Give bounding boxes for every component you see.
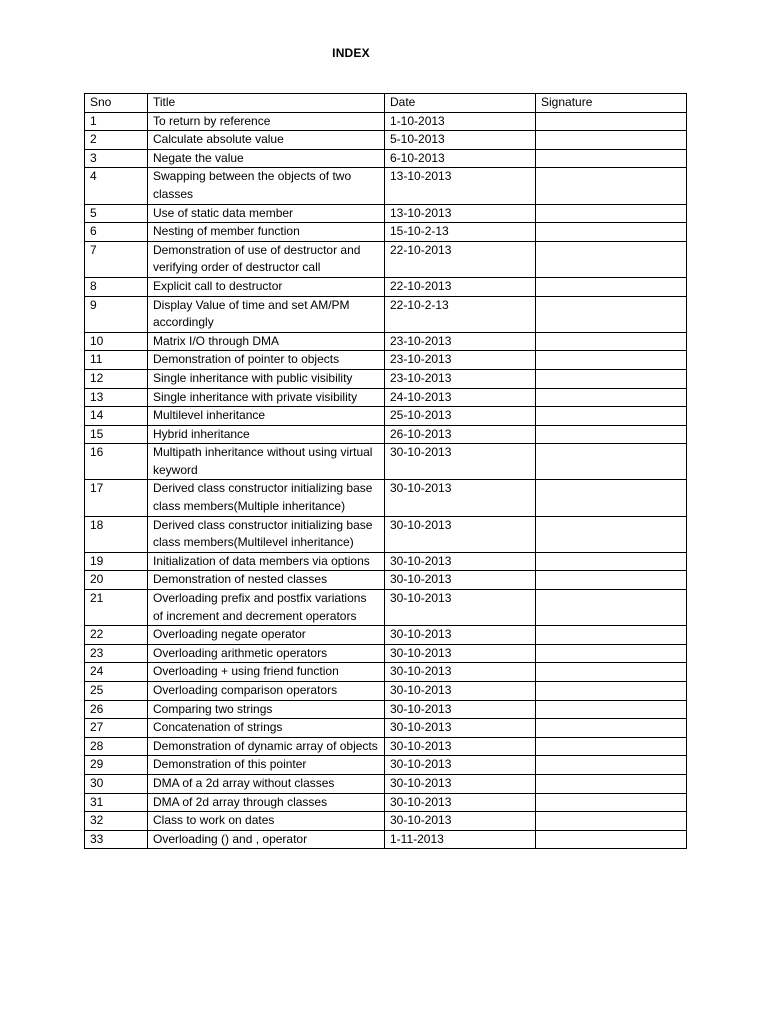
signature-cell [536, 296, 687, 332]
sno-cell: 8 [85, 277, 148, 296]
signature-cell [536, 480, 687, 516]
table-row [85, 571, 687, 590]
signature-cell [536, 223, 687, 242]
date-cell: 30-10-2013 [385, 682, 536, 701]
signature-cell [536, 830, 687, 849]
title-cell: Overloading arithmetic operators [148, 644, 385, 663]
sno-cell: 27 [85, 719, 148, 738]
title-cell: Matrix I/O through DMA [148, 332, 385, 351]
signature-cell [536, 552, 687, 571]
date-cell: 30-10-2013 [385, 663, 536, 682]
signature-cell [536, 369, 687, 388]
title-cell: Swapping between the objects of two classes [148, 168, 385, 204]
date-cell: 25-10-2013 [385, 407, 536, 426]
table-row [85, 719, 687, 738]
sno-cell: 7 [85, 241, 148, 277]
title-cell: Display Value of time and set AM/PM accordingly [148, 296, 385, 332]
sno-cell: 1 [85, 112, 148, 131]
table-row [85, 663, 687, 682]
signature-cell [536, 774, 687, 793]
signature-cell [536, 168, 687, 204]
sno-cell: 11 [85, 351, 148, 370]
signature-cell [536, 204, 687, 223]
title-cell: DMA of a 2d array without classes [148, 774, 385, 793]
signature-cell [536, 131, 687, 150]
date-cell: 23-10-2013 [385, 369, 536, 388]
column-header-signature: Signature [536, 94, 687, 113]
title-cell: Use of static data member [148, 204, 385, 223]
table-row [85, 168, 687, 204]
signature-cell [536, 590, 687, 626]
table-row [85, 793, 687, 812]
signature-cell [536, 700, 687, 719]
table-row [85, 552, 687, 571]
table-row [85, 812, 687, 831]
signature-cell [536, 149, 687, 168]
date-cell: 22-10-2-13 [385, 296, 536, 332]
table-row [85, 332, 687, 351]
table-row [85, 241, 687, 277]
signature-cell [536, 663, 687, 682]
sno-cell: 29 [85, 756, 148, 775]
title-cell: Hybrid inheritance [148, 425, 385, 444]
table-row [85, 626, 687, 645]
title-cell: Single inheritance with public visibility [148, 369, 385, 388]
table-row [85, 700, 687, 719]
title-cell: Overloading negate operator [148, 626, 385, 645]
table-row [85, 204, 687, 223]
date-cell: 23-10-2013 [385, 332, 536, 351]
table-row [85, 682, 687, 701]
title-cell: Single inheritance with private visibility [148, 388, 385, 407]
sno-cell: 26 [85, 700, 148, 719]
title-cell: Explicit call to destructor [148, 277, 385, 296]
title-cell: Comparing two strings [148, 700, 385, 719]
signature-cell [536, 682, 687, 701]
signature-cell [536, 388, 687, 407]
date-cell: 30-10-2013 [385, 812, 536, 831]
sno-cell: 22 [85, 626, 148, 645]
signature-cell [536, 756, 687, 775]
sno-cell: 20 [85, 571, 148, 590]
table-row [85, 774, 687, 793]
signature-cell [536, 737, 687, 756]
title-cell: Negate the value [148, 149, 385, 168]
title-cell: Multipath inheritance without using virtual keyword [148, 444, 385, 480]
signature-cell [536, 444, 687, 480]
table-row [85, 369, 687, 388]
title-cell: Overloading () and , operator [148, 830, 385, 849]
sno-cell: 9 [85, 296, 148, 332]
table-row [85, 644, 687, 663]
table-row [85, 223, 687, 242]
date-cell: 13-10-2013 [385, 204, 536, 223]
sno-cell: 14 [85, 407, 148, 426]
sno-cell: 28 [85, 737, 148, 756]
sno-cell: 12 [85, 369, 148, 388]
table-row [85, 425, 687, 444]
column-header-date: Date [385, 94, 536, 113]
signature-cell [536, 516, 687, 552]
signature-cell [536, 351, 687, 370]
date-cell: 30-10-2013 [385, 644, 536, 663]
title-cell: To return by reference [148, 112, 385, 131]
sno-cell: 16 [85, 444, 148, 480]
table-row [85, 830, 687, 849]
table-row [85, 444, 687, 480]
title-cell: Concatenation of strings [148, 719, 385, 738]
date-cell: 23-10-2013 [385, 351, 536, 370]
title-cell: Overloading + using friend function [148, 663, 385, 682]
table-row [85, 737, 687, 756]
sno-cell: 33 [85, 830, 148, 849]
table-row [85, 296, 687, 332]
table-row [85, 112, 687, 131]
title-cell: Demonstration of nested classes [148, 571, 385, 590]
date-cell: 30-10-2013 [385, 480, 536, 516]
date-cell: 30-10-2013 [385, 719, 536, 738]
signature-cell [536, 644, 687, 663]
sno-cell: 19 [85, 552, 148, 571]
sno-cell: 30 [85, 774, 148, 793]
title-cell: Demonstration of this pointer [148, 756, 385, 775]
table-row [85, 149, 687, 168]
date-cell: 1-11-2013 [385, 830, 536, 849]
column-header-title: Title [148, 94, 385, 113]
title-cell: Demonstration of use of destructor and verifying order of destructor call [148, 241, 385, 277]
title-cell: Overloading prefix and postfix variations of increment and decrement operators [148, 590, 385, 626]
table-row [85, 590, 687, 626]
date-cell: 13-10-2013 [385, 168, 536, 204]
title-cell: Demonstration of pointer to objects [148, 351, 385, 370]
sno-cell: 23 [85, 644, 148, 663]
title-cell: DMA of 2d array through classes [148, 793, 385, 812]
date-cell: 6-10-2013 [385, 149, 536, 168]
date-cell: 30-10-2013 [385, 552, 536, 571]
table-row [85, 388, 687, 407]
sno-cell: 3 [85, 149, 148, 168]
title-cell: Derived class constructor initializing base class members(Multiple inheritance) [148, 480, 385, 516]
signature-cell [536, 332, 687, 351]
date-cell: 24-10-2013 [385, 388, 536, 407]
date-cell: 15-10-2-13 [385, 223, 536, 242]
column-header-sno: Sno [85, 94, 148, 113]
page-title: INDEX [332, 46, 370, 60]
title-cell: Initialization of data members via options [148, 552, 385, 571]
signature-cell [536, 571, 687, 590]
sno-cell: 13 [85, 388, 148, 407]
title-cell: Demonstration of dynamic array of objects [148, 737, 385, 756]
sno-cell: 17 [85, 480, 148, 516]
sno-cell: 6 [85, 223, 148, 242]
date-cell: 5-10-2013 [385, 131, 536, 150]
date-cell: 1-10-2013 [385, 112, 536, 131]
date-cell: 30-10-2013 [385, 774, 536, 793]
date-cell: 30-10-2013 [385, 590, 536, 626]
signature-cell [536, 812, 687, 831]
table-row [85, 756, 687, 775]
date-cell: 30-10-2013 [385, 626, 536, 645]
table-row [85, 277, 687, 296]
signature-cell [536, 425, 687, 444]
table-row [85, 131, 687, 150]
date-cell: 30-10-2013 [385, 737, 536, 756]
date-cell: 22-10-2013 [385, 277, 536, 296]
sno-cell: 18 [85, 516, 148, 552]
date-cell: 22-10-2013 [385, 241, 536, 277]
sno-cell: 32 [85, 812, 148, 831]
signature-cell [536, 793, 687, 812]
date-cell: 30-10-2013 [385, 793, 536, 812]
date-cell: 30-10-2013 [385, 700, 536, 719]
sno-cell: 5 [85, 204, 148, 223]
date-cell: 30-10-2013 [385, 571, 536, 590]
sno-cell: 2 [85, 131, 148, 150]
table-header-row [85, 94, 687, 113]
signature-cell [536, 719, 687, 738]
table-body [85, 112, 687, 849]
table-row [85, 351, 687, 370]
date-cell: 30-10-2013 [385, 756, 536, 775]
table-row [85, 480, 687, 516]
title-cell: Multilevel inheritance [148, 407, 385, 426]
sno-cell: 31 [85, 793, 148, 812]
sno-cell: 10 [85, 332, 148, 351]
signature-cell [536, 112, 687, 131]
title-cell: Calculate absolute value [148, 131, 385, 150]
sno-cell: 4 [85, 168, 148, 204]
signature-cell [536, 277, 687, 296]
title-cell: Nesting of member function [148, 223, 385, 242]
index-table [84, 93, 687, 849]
sno-cell: 21 [85, 590, 148, 626]
sno-cell: 15 [85, 425, 148, 444]
table-row [85, 516, 687, 552]
date-cell: 26-10-2013 [385, 425, 536, 444]
date-cell: 30-10-2013 [385, 444, 536, 480]
signature-cell [536, 626, 687, 645]
title-cell: Overloading comparison operators [148, 682, 385, 701]
signature-cell [536, 241, 687, 277]
sno-cell: 25 [85, 682, 148, 701]
signature-cell [536, 407, 687, 426]
title-cell: Derived class constructor initializing base class members(Multilevel inheritance) [148, 516, 385, 552]
title-cell: Class to work on dates [148, 812, 385, 831]
sno-cell: 24 [85, 663, 148, 682]
table-row [85, 407, 687, 426]
date-cell: 30-10-2013 [385, 516, 536, 552]
